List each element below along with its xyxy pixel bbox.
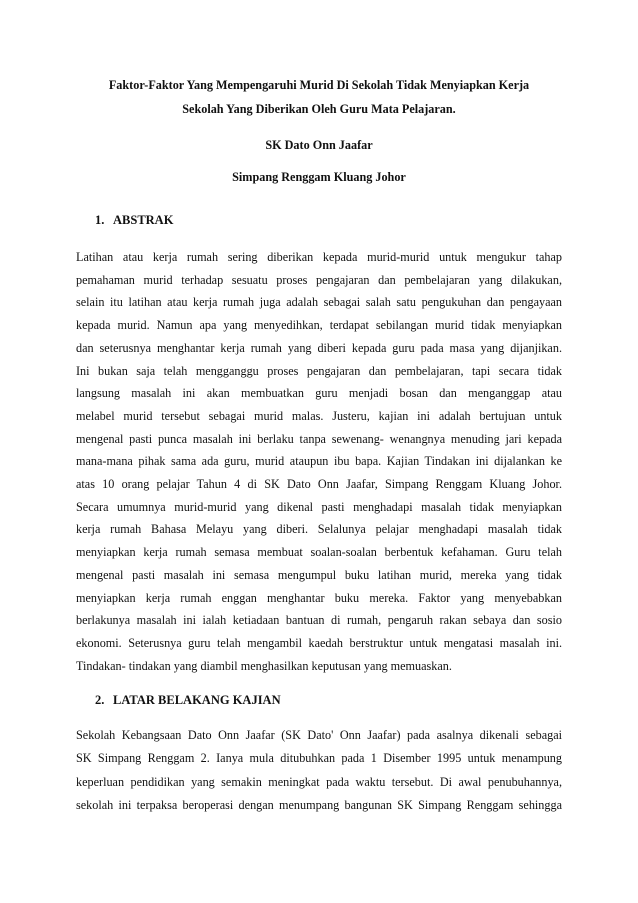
school-name: SK Dato Onn Jaafar [265, 138, 373, 152]
paragraph-line: atas 10 orang pelajar Tahun 4 di SK Dato Onn Jaafar, Simpang Renggam Kluang Johor. [76, 477, 562, 491]
paragraph-line: kerja rumah Bahasa Melayu yang diberi. Selalunya pelajar menghadapi masalah tidak [76, 522, 562, 537]
section-heading-abstrak [95, 213, 173, 228]
paragraph-line: selain itu latihan atau kerja rumah juga adalah sebagai salah satu pengukuhan dan pengayaan [76, 295, 562, 310]
section-number: 2. [95, 693, 105, 707]
paragraph-line: mengenal pasti masalah ini semasa mengumpul buku latihan murid, mereka yang tidak [76, 567, 562, 582]
section-title: LATAR BELAKANG KAJIAN [113, 693, 281, 707]
document-title-line-1: Faktor-Faktor Yang Mempengaruhi Murid Di Sekolah Tidak Menyiapkan Kerja [108, 78, 530, 92]
paragraph-line: Latihan atau kerja rumah sering diberikan kepada murid-murid untuk mengukur tahap [76, 250, 562, 264]
paragraph-line: menyiapkan kerja rumah semasa membuat soalan-soalan berbentuk kefahaman. Guru telah [76, 545, 562, 560]
paragraph-line: Ini bukan saja telah mengganggu proses pengajaran dan pembelajaran, tapi secara tidak [76, 363, 562, 378]
paragraph-line: menyiapkan kerja rumah enggan menghantar buku mereka. Faktor yang menyebabkan [76, 590, 562, 605]
school-location: Simpang Renggam Kluang Johor [232, 170, 406, 184]
paragraph-line: keperluan pendidikan yang semakin meningkat pada waktu tersebut. Di awal penubuhannya, [76, 774, 562, 789]
paragraph-line: mana-mana pihak sama ada guru, murid ataupun ibu bapa. Kajian Tindakan ini dijalankan ke [76, 454, 562, 469]
section-heading-latar-belakang [95, 693, 281, 708]
paragraph-line: dan seterusnya menghantar kerja rumah yang diberi kepada guru pada masa yang dijanjikan. [76, 340, 562, 355]
paragraph-line: langsung masalah ini akan membuatkan guru menjadi bosan dan menganggap atau [76, 386, 562, 401]
paragraph-line: Secara umumnya murid-murid yang dikenal pasti menghadapi masalah tidak menyiapkan [76, 499, 562, 514]
section-title: ABSTRAK [113, 213, 174, 227]
paragraph-line: SK Simpang Renggam 2. Ianya mula ditubuhkan pada 1 Disember 1995 untuk menampung [76, 751, 562, 766]
paragraph-line: mengenal pasti punca masalah ini berlaku tanpa sewenang- wenangnya menuding jari kepada [76, 431, 562, 446]
paragraph-line: pemahaman murid terhadap sesuatu proses pengajaran dan pembelajaran yang dilakukan, [76, 272, 562, 287]
paragraph-line: kepada murid. Namun apa yang menyedihkan, terdapat sebilangan murid tidak menyiapkan [76, 318, 562, 333]
document-title-line-2: Sekolah Yang Diberikan Oleh Guru Mata Pelajaran. [182, 102, 456, 116]
paragraph-line: sekolah ini terpaksa beroperasi dengan menumpang bangunan SK Simpang Renggam sehingga [76, 797, 562, 812]
paragraph-line: berlakunya masalah ini ialah ketiadaan bantuan di rumah, pengaruh rakan sebaya dan sosio [76, 613, 562, 628]
paragraph-line: Tindakan- tindakan yang diambil menghasilkan keputusan yang memuaskan. [76, 658, 452, 673]
section-number: 1. [95, 213, 105, 227]
paragraph-line: ekonomi. Seterusnya guru telah mengambil kaedah berstruktur untuk mengatasi masalah ini. [76, 635, 562, 650]
paragraph-line: Sekolah Kebangsaan Dato Onn Jaafar (SK Dato' Onn Jaafar) pada asalnya dikenali sebagai [76, 728, 562, 742]
paragraph-line: melabel murid tersebut sebagai murid malas. Justeru, kajian ini adalah bertujuan untuk [76, 408, 562, 423]
